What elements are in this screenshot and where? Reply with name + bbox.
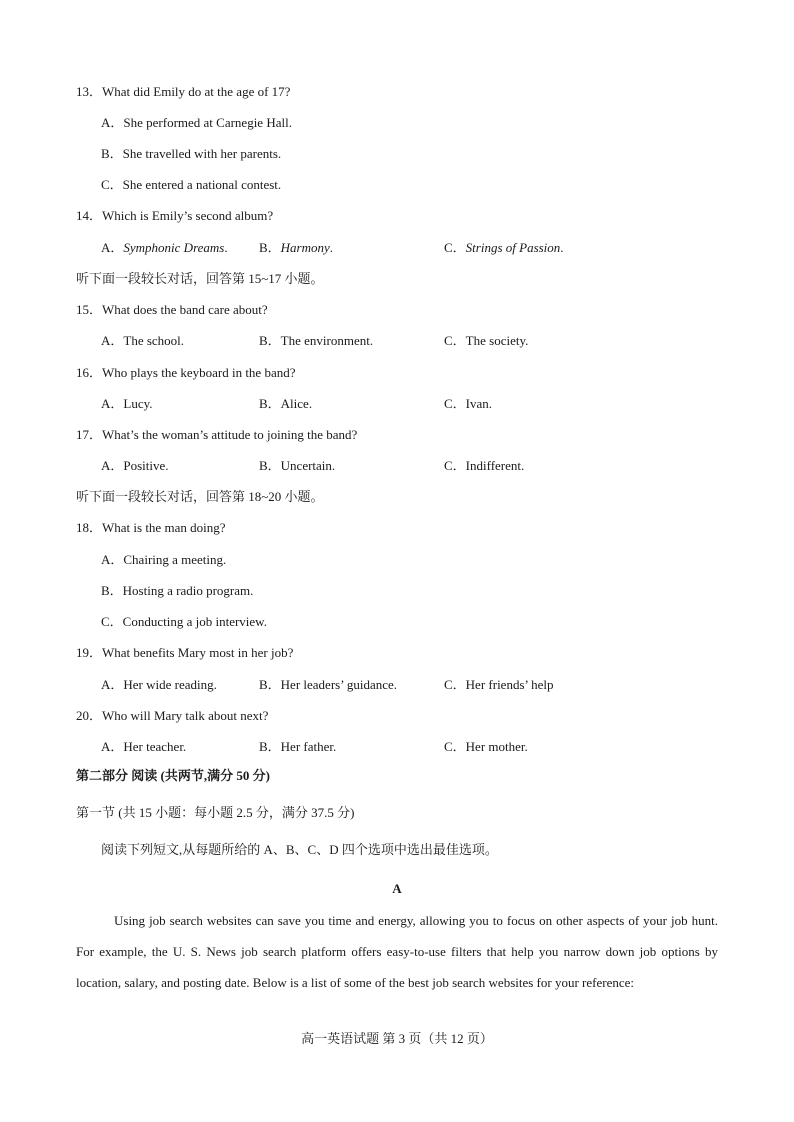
question-16-option-c: C．Ivan. (444, 396, 493, 411)
option-label: A． (101, 240, 124, 255)
option-title: Symphonic Dreams (123, 240, 225, 255)
question-13-option-b: B．She travelled with her parents. (101, 146, 282, 161)
part-two-heading (76, 768, 270, 784)
passage-letter: A (392, 881, 402, 896)
option-title: Harmony (280, 240, 330, 255)
question-16-stem: 16．Who plays the keyboard in the band? (76, 365, 296, 380)
question-14-stem: 14．Which is Emily’s second album? (76, 208, 274, 223)
option-end: . (224, 240, 228, 255)
option-label: C． (444, 240, 466, 255)
question-14-option-b (259, 240, 333, 256)
question-20-stem: 20．Who will Mary talk about next? (76, 708, 269, 723)
page-footer: 高一英语试题 第 3 页（共 12 页） (301, 1031, 493, 1046)
part-two-score-note: (共两节,满分 50 分) (160, 768, 270, 783)
question-17-option-a: A．Positive. (101, 458, 169, 473)
listening-instruction-15-17: 听下面一段较长对话，回答第 15~17 小题。 (76, 271, 324, 286)
listening-instruction-18-20: 听下面一段较长对话，回答第 18~20 小题。 (76, 489, 324, 504)
question-17-stem: 17．What’s the woman’s attitude to joining the band? (76, 427, 358, 442)
question-20-option-b: B．Her father. (259, 739, 337, 754)
question-15-option-c: C．The society. (444, 333, 529, 348)
question-18-stem: 18．What is the man doing? (76, 520, 226, 535)
question-15-option-a: A．The school. (101, 333, 185, 348)
question-20-option-c: C．Her mother. (444, 739, 528, 754)
reading-instruction: 阅读下列短文,从每题所给的 A、B、C、D 四个选项中选出最佳选项。 (101, 842, 498, 857)
question-20-option-a: A．Her teacher. (101, 739, 187, 754)
question-13-option-c: C．She entered a national contest. (101, 177, 282, 192)
question-18-option-b: B．Hosting a radio program. (101, 583, 254, 598)
question-14-option-a (101, 240, 228, 256)
option-end: . (560, 240, 564, 255)
question-14-option-c (444, 240, 564, 256)
part-two-title: 第二部分 阅读 (76, 768, 158, 783)
question-16-option-b: B．Alice. (259, 396, 313, 411)
question-19-stem: 19．What benefits Mary most in her job? (76, 645, 294, 660)
question-15-stem: 15．What does the band care about? (76, 302, 268, 317)
question-18-option-a: A．Chairing a meeting. (101, 552, 227, 567)
question-19-option-a: A．Her wide reading. (101, 677, 217, 692)
passage-a-paragraph: Using job search websites can save you time and energy, allowing you to focus on other aspects of your job hunt. For example, the U. S. News job search platform offers easy-to-use filters that help you narrow down job options by location, salary, and posting date. Below is a list of some of the best job search websites for your reference: (76, 913, 718, 990)
question-13-option-a: A．She performed at Carnegie Hall. (101, 115, 292, 130)
question-17-option-b: B．Uncertain. (259, 458, 336, 473)
section-one-heading: 第一节 (共 15 小题：每小题 2.5 分，满分 37.5 分) (76, 805, 355, 820)
option-label: B． (259, 240, 281, 255)
question-18-option-c: C．Conducting a job interview. (101, 614, 267, 629)
question-15-option-b: B．The environment. (259, 333, 374, 348)
question-13-stem: 13．What did Emily do at the age of 17? (76, 84, 291, 99)
option-end: . (329, 240, 334, 255)
option-title: Strings of Passion (465, 240, 561, 255)
question-19-option-b: B．Her leaders’ guidance. (259, 677, 398, 692)
question-19-option-c: C．Her friends’ help (444, 677, 554, 692)
question-17-option-c: C．Indifferent. (444, 458, 525, 473)
question-16-option-a: A．Lucy. (101, 396, 153, 411)
